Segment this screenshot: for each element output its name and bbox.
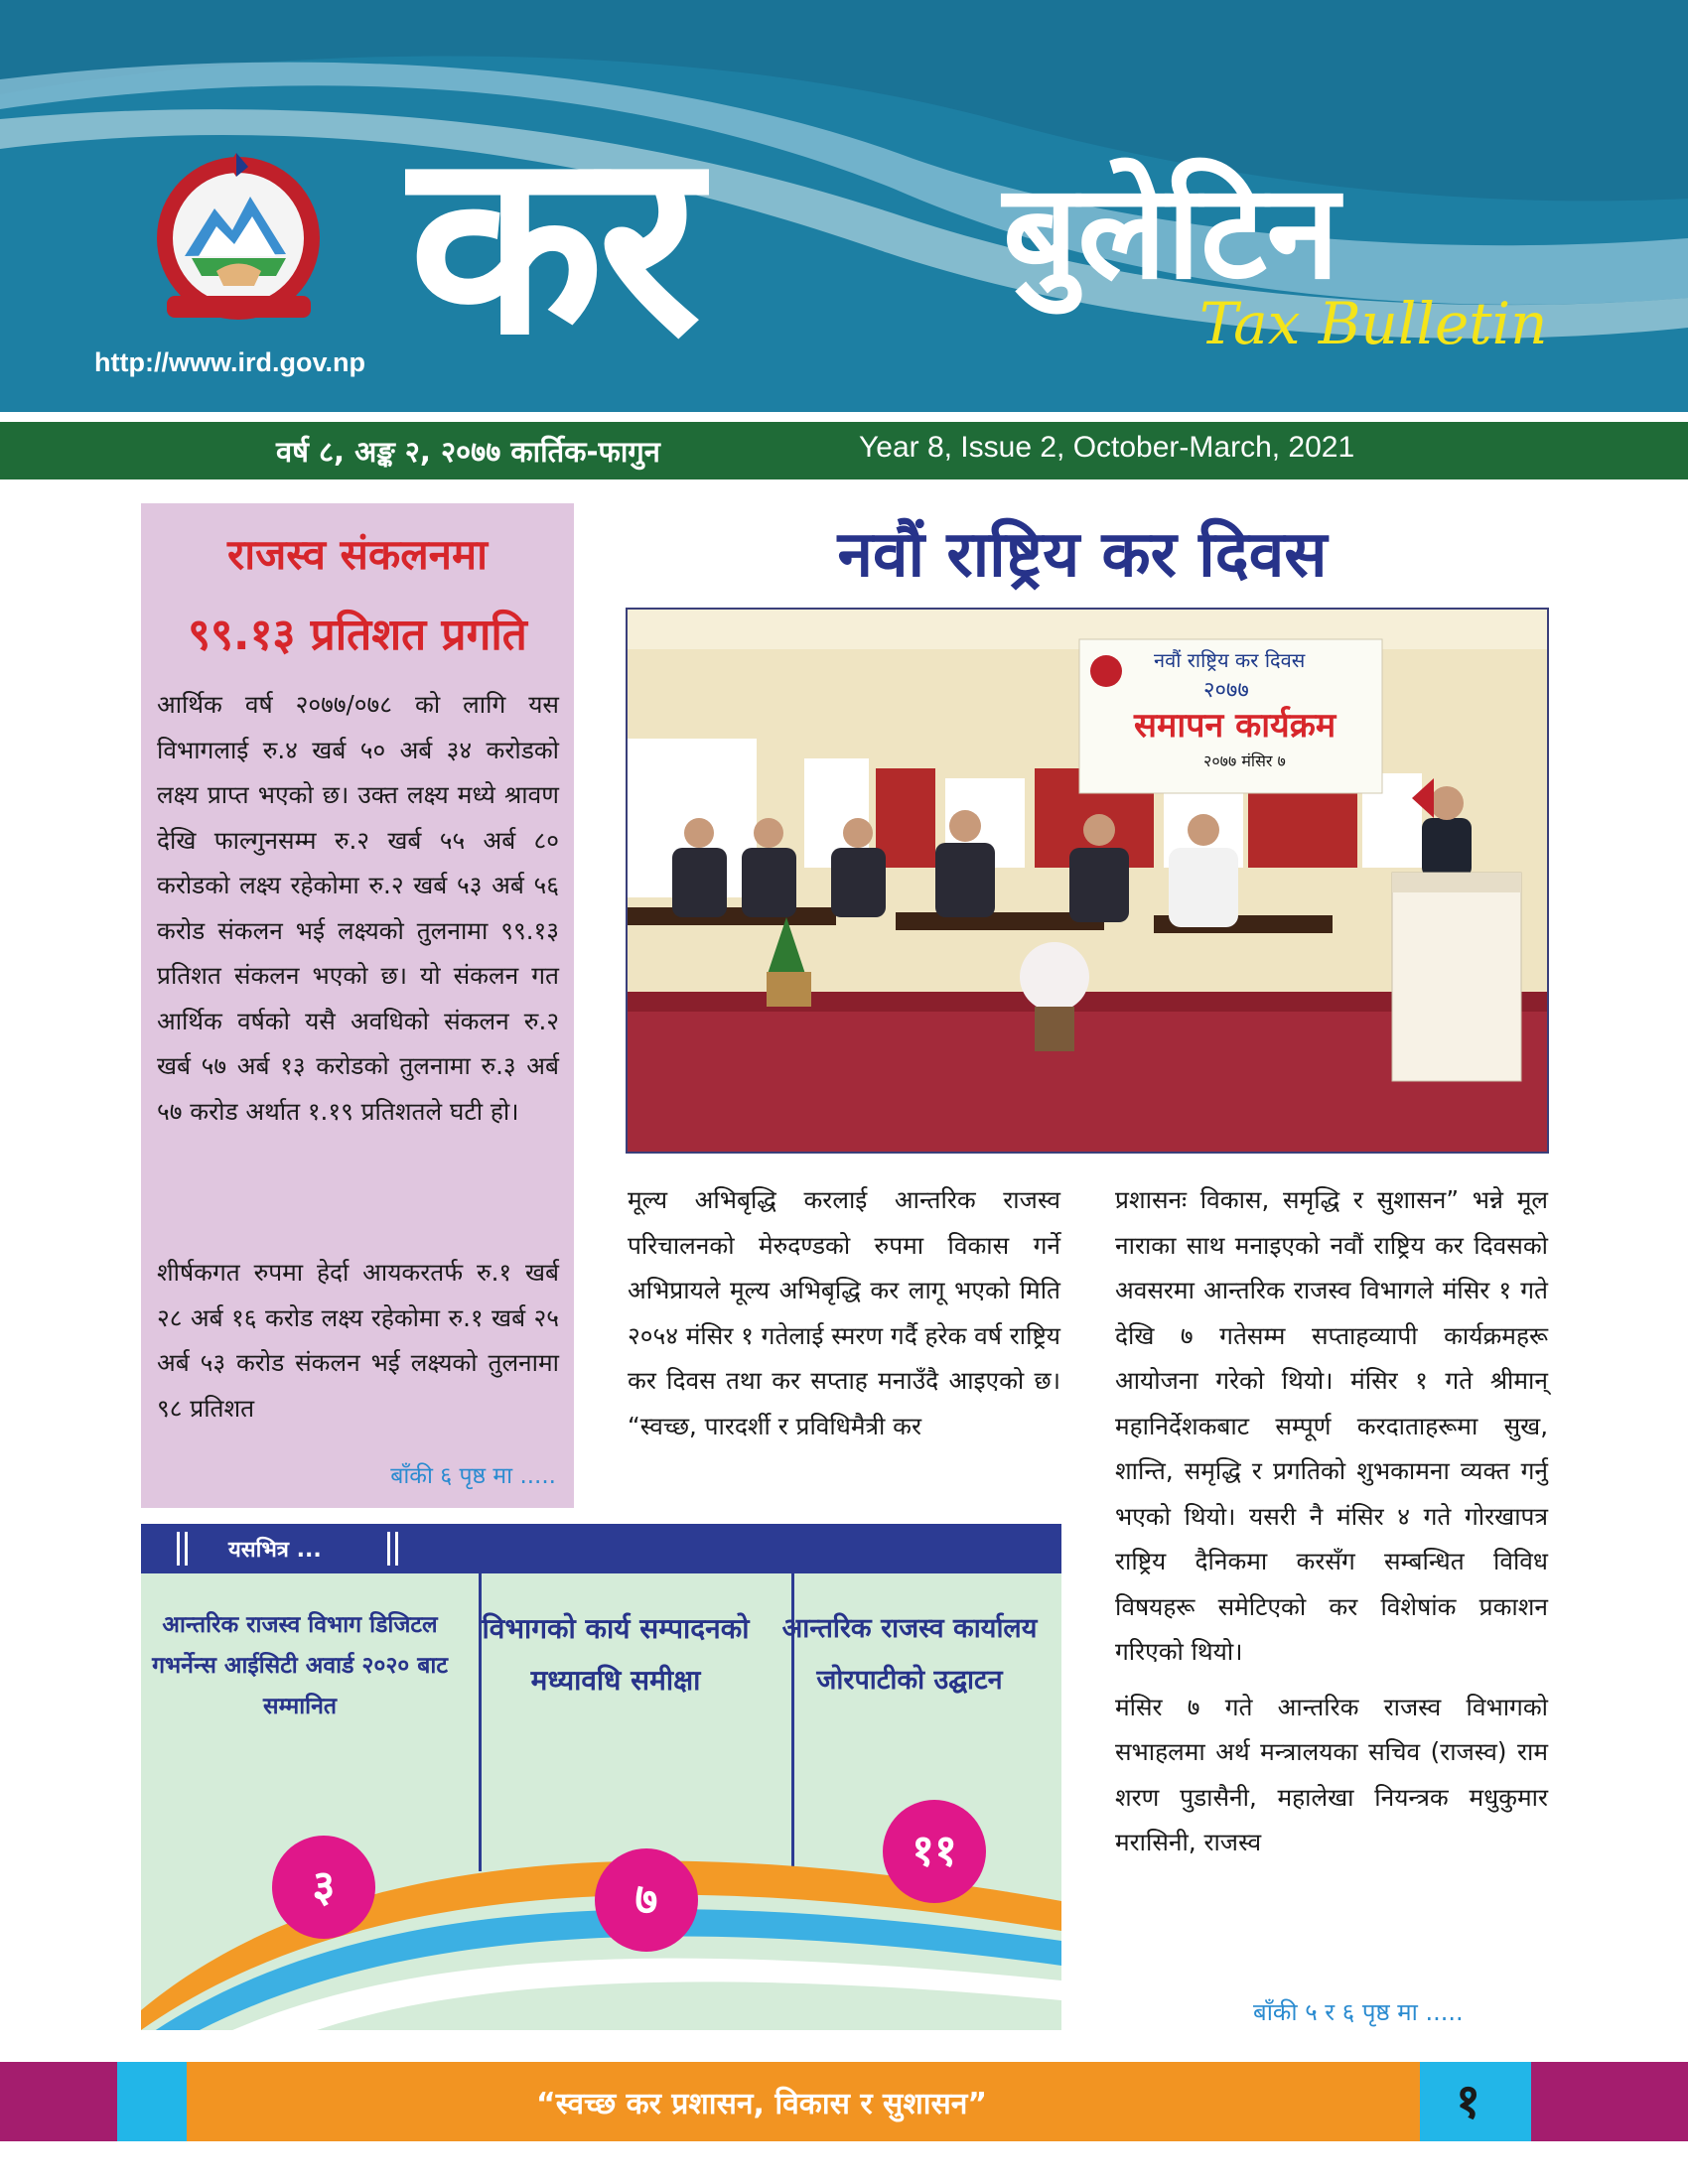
inside-item-2-page[interactable]: ७ bbox=[595, 1848, 698, 1952]
issue-bar bbox=[0, 422, 1688, 479]
banner-line-3: समापन कार्यक्रम bbox=[1134, 706, 1336, 746]
masthead bbox=[0, 0, 1688, 412]
inside-this-issue bbox=[141, 1524, 1061, 2030]
main-story-column-1: मूल्य अभिबृद्धि करलाई आन्तरिक राजस्व परिचालनको मेरुदण्डको रुपमा विकास गर्ने अभिप्रायले मूल्य अभिबृद्धि कर लागू भएको मिति २०५४ मंसिर १ गतेलाई स्मरण गर्दै हरेक वर्ष राष्ट्रिय कर दिवस तथा कर सप्ताह मनाउँदै आइएको छ। “स्वच्छ, पारदर्शी र प्रविधिमैत्री कर bbox=[628, 1185, 1060, 1440]
masthead-title-nepali: कर bbox=[409, 96, 696, 391]
website-url: http://www.ird.gov.np bbox=[94, 347, 365, 377]
side-story-title-line2: ९९.१३ प्रतिशत प्रगति bbox=[188, 610, 527, 660]
main-story-column-2-paragraph-1: प्रशासनः विकास, समृद्धि र सुशासन” भन्ने मूल नाराका साथ मनाइएको नवौं राष्ट्रिय कर दिवसको अवसरमा आन्तरिक राजस्व विभागले मंसिर १ गते देखि ७ गतेसम्म सप्ताहव्यापी कार्यक्रमहरू आयोजना गरेको थियो। मंसिर १ गते श्रीमान् महानिर्देशकबाट सम्पूर्ण करदाताहरूमा सुख, शान्ति, समृद्धि र प्रगतिको शुभकामना व्यक्त गर्नु भएको थियो। यसरी नै मंसिर ४ गते गोरखापत्र राष्ट्रिय दैनिकमा करसँग सम्बन्धित विविध विषयहरू समेटिएको कर विशेषांक प्रकाशन गरिएको थियो। bbox=[1115, 1185, 1548, 1666]
side-story bbox=[141, 503, 574, 1508]
issue-info-english: Year 8, Issue 2, October-March, 2021 bbox=[859, 431, 1355, 464]
banner-line-2: २०७७ bbox=[1203, 678, 1249, 703]
inside-header-bar bbox=[141, 1524, 1061, 1573]
page-number: १ bbox=[1456, 2074, 1480, 2129]
side-story-paragraph-1: आर्थिक वर्ष २०७७/०७८ को लागि यस विभागलाई रु.४ खर्ब ५० अर्ब ३४ करोडको लक्ष्य प्राप्त भएको छ। उक्त लक्ष्य मध्ये श्रावण देखि फाल्गुनसम्म रु.२ खर्ब ५५ अर्ब ८० करोडको लक्ष्य रहेकोमा रु.२ खर्ब ५३ अर्ब ५६ करोड संकलन भई लक्ष्यको तुलनामा ९९.१३ प्रतिशत संकलन भएको छ। यो संकलन गत आर्थिक वर्षको यसै अवधिको संकलन रु.२ खर्ब ५७ अर्ब १३ करोडको तुलनामा रु.३ अर्ब ५७ करोड अर्थात १.१९ प्रतिशतले घटी हो। bbox=[157, 690, 559, 1126]
footer-slogan: “स्वच्छ कर प्रशासन, विकास र सुशासन” bbox=[536, 2087, 988, 2121]
inside-item-2[interactable]: विभागको कार्य सम्पादनको मध्यावधि समीक्षा bbox=[482, 1612, 750, 1697]
main-headline: नवौं राष्ट्रिय कर दिवस bbox=[837, 518, 1328, 592]
nepal-emblem-icon bbox=[137, 147, 341, 331]
inside-label: यसभित्र ... bbox=[228, 1538, 322, 1563]
inside-item-3-page[interactable]: ११ bbox=[883, 1800, 986, 1903]
event-photo-illustration bbox=[628, 610, 1547, 1152]
masthead-title-english: Tax Bulletin bbox=[1199, 290, 1548, 357]
main-story-column-2 bbox=[1115, 1177, 1548, 1875]
main-story-column-2-paragraph-2: मंसिर ७ गते आन्तरिक राजस्व विभागको सभाहलमा अर्थ मन्त्रालयका सचिव (राजस्व) राम शरण पुडासैनी, महालेखा नियन्त्रक मधुकुमार मरासिनी, राजस्व bbox=[1115, 1692, 1548, 1856]
banner-line-1: नवौं राष्ट्रिय कर दिवस bbox=[1154, 648, 1306, 672]
inside-item-1-page[interactable]: ३ bbox=[272, 1836, 375, 1939]
event-photo bbox=[626, 608, 1549, 1154]
inside-item-1[interactable]: आन्तरिक राजस्व विभाग डिजिटल गभर्नेन्स आईसिटी अवार्ड २०२० बाट सम्मानित bbox=[152, 1612, 448, 1719]
header-divider bbox=[0, 412, 1688, 422]
inside-item-3[interactable]: आन्तरिक राजस्व कार्यालय जोरपाटीको उद्घाटन bbox=[781, 1613, 1038, 1696]
masthead-title-nepali-bulletin: बुलेटिन bbox=[1003, 156, 1339, 309]
side-story-paragraph-2: शीर्षकगत रुपमा हेर्दा आयकरतर्फ रु.१ खर्ब २८ अर्ब १६ करोड लक्ष्य रहेकोमा रु.१ खर्ब २५ अर्ब ५३ करोड संकलन भई लक्ष्यको तुलनामा ९८ प्रतिशत bbox=[157, 1258, 559, 1423]
side-story-continued-link[interactable]: बाँकी ६ पृष्ठ मा ..... bbox=[390, 1463, 556, 1489]
issue-info-nepali: वर्ष ८, अङ्क २, २०७७ कार्तिक-फागुन bbox=[276, 435, 660, 469]
side-story-title-line1: राजस्व संकलनमा bbox=[227, 530, 488, 579]
banner-line-4: २०७७ मंसिर ७ bbox=[1203, 751, 1286, 770]
footer-bar bbox=[0, 2062, 1688, 2141]
main-story-continued-link[interactable]: बाँकी ५ र ६ पृष्ठ मा ..... bbox=[1253, 1998, 1464, 2026]
